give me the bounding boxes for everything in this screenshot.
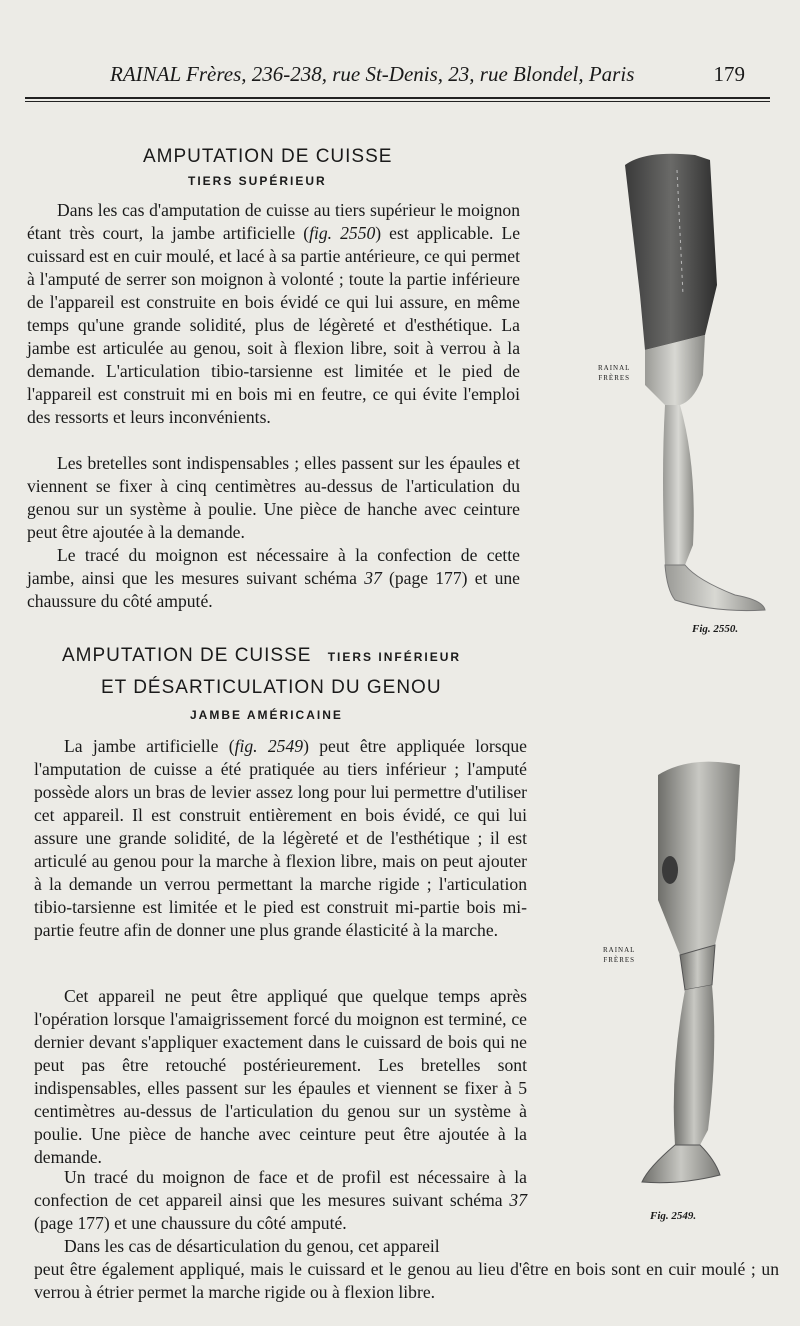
running-head-text: RAINAL Frères, 236-238, rue St-Denis, 23, rue Blondel, Paris xyxy=(110,62,635,86)
section2-title: AMPUTATION DE CUISSE TIERS INFÉRIEUR xyxy=(62,645,462,666)
section1-paragraph-1: Dans les cas d'amputation de cuisse au tiers supérieur le moignon étant très court, la jambe artificielle (fig. 2550) est applicable. Le cuissard est en cuir moulé, et lacé à sa partie antérieure, ce qui permet à l'amputé de serrer son moignon à volonté ; toute la partie inférieure de l'appareil est construite en bois évidé ce qui lui assure, en même temps qu'une grande solidité, plus de légèreté et d'esthétique. La jambe est articulée au genou, soit à flexion libre, soit à verrou à la demande. L'articulation tibio-tarsienne est limitée et le pied de l'appareil est construit mi en bois mi en feutre, ce qui évite l'emploi des ressorts et leurs inconvénients. xyxy=(27,200,521,427)
figure-2550-illustration xyxy=(585,135,785,635)
section2-paragraph-2: Cet appareil ne peut être appliqué que quelque temps après l'opération lorsque l'amaigrissement forcé du moignon est terminé, ce dernier devant s'appliquer exactement dans le cuissard de bois qui ne peut pas être retouché postérieurement. Les bretelles sont indispensables, elles passent sur les épaules et viennent se fixer à 5 centimètres au-dessus de l'articulation du genou sur un système à poulie. Une pièce de hanche avec ceinture peut être ajoutée à la demande. xyxy=(34,986,527,1167)
header-rule-thin xyxy=(25,101,770,102)
section2-inline-subtitle: TIERS INFÉRIEUR xyxy=(327,650,462,664)
section1-subtitle: TIERS SUPÉRIEUR xyxy=(188,174,327,188)
section2-paragraph-1: La jambe artificielle (fig. 2549) peut être appliquée lorsque l'amputation de cuisse a été pratiquée au tiers inférieur ; l'amputé possède alors un bras de levier assez long pour lui permettre d'utiliser cet appareil. Il est construit entièrement en bois évidé, ce qui lui assure une grande solidité, de la légèreté et de l'esthétique ; il est articulé au genou pour la marche à flexion libre, mais on peut ajouter à la demande un verrou permettant la marche rigide ; l'articulation tibio-tarsienne est limitée et le pied est construit mi-partie bois mi-partie feutre afin de donner une plus grande élasticité à la marche. xyxy=(34,736,527,940)
section2-paragraph-4-start: Dans les cas de désarticulation du genou, cet appareil xyxy=(64,1236,440,1256)
figure-2549-illustration xyxy=(600,750,780,1210)
schema-reference: 37 xyxy=(364,568,382,588)
schema-reference: 37 xyxy=(509,1190,527,1210)
section1-title: AMPUTATION DE CUISSE xyxy=(143,146,393,167)
section1-paragraph-2: Les bretelles sont indispensables ; elles passent sur les épaules et viennent se fixer à cinq centimètres au-dessus de l'articulation du genou sur un système à poulie. Une pièce de hanche avec ceinture peut être ajoutée à la demande. xyxy=(27,453,520,542)
section1-paragraph-3: Le tracé du moignon est nécessaire à la confection de cette jambe, ainsi que les mesures suivant schéma 37 (page 177) et une chaussure du côté amputé. xyxy=(27,545,520,611)
running-head xyxy=(110,62,760,92)
section2-paragraph-4-end: peut être également appliqué, mais le cuissard et le genou au lieu d'être en bois sont en cuir moulé ; un verrou à étrier permet la marche rigide ou à flexion libre. xyxy=(34,1259,779,1302)
figure-reference: fig. 2550 xyxy=(309,223,376,243)
section2-subtitle: JAMBE AMÉRICAINE xyxy=(190,708,343,722)
figure-2549-caption: Fig. 2549. xyxy=(650,1210,697,1222)
figure-2550-brand: RAINAL FRÈRES xyxy=(598,364,631,382)
header-rule xyxy=(25,97,770,99)
figure-reference: fig. 2549 xyxy=(234,736,304,756)
section2-title-line2: ET DÉSARTICULATION DU GENOU xyxy=(101,677,442,698)
section2-paragraph-3: Un tracé du moignon de face et de profil est nécessaire à la confection de cet appareil ainsi que les mesures suivant schéma 37 (page 177) et une chaussure du côté amputé. xyxy=(34,1167,527,1233)
figure-2550-caption: Fig. 2550. xyxy=(692,623,739,635)
figure-2549-brand: RAINAL FRÈRES xyxy=(603,946,636,964)
page-number: 179 xyxy=(713,62,745,86)
